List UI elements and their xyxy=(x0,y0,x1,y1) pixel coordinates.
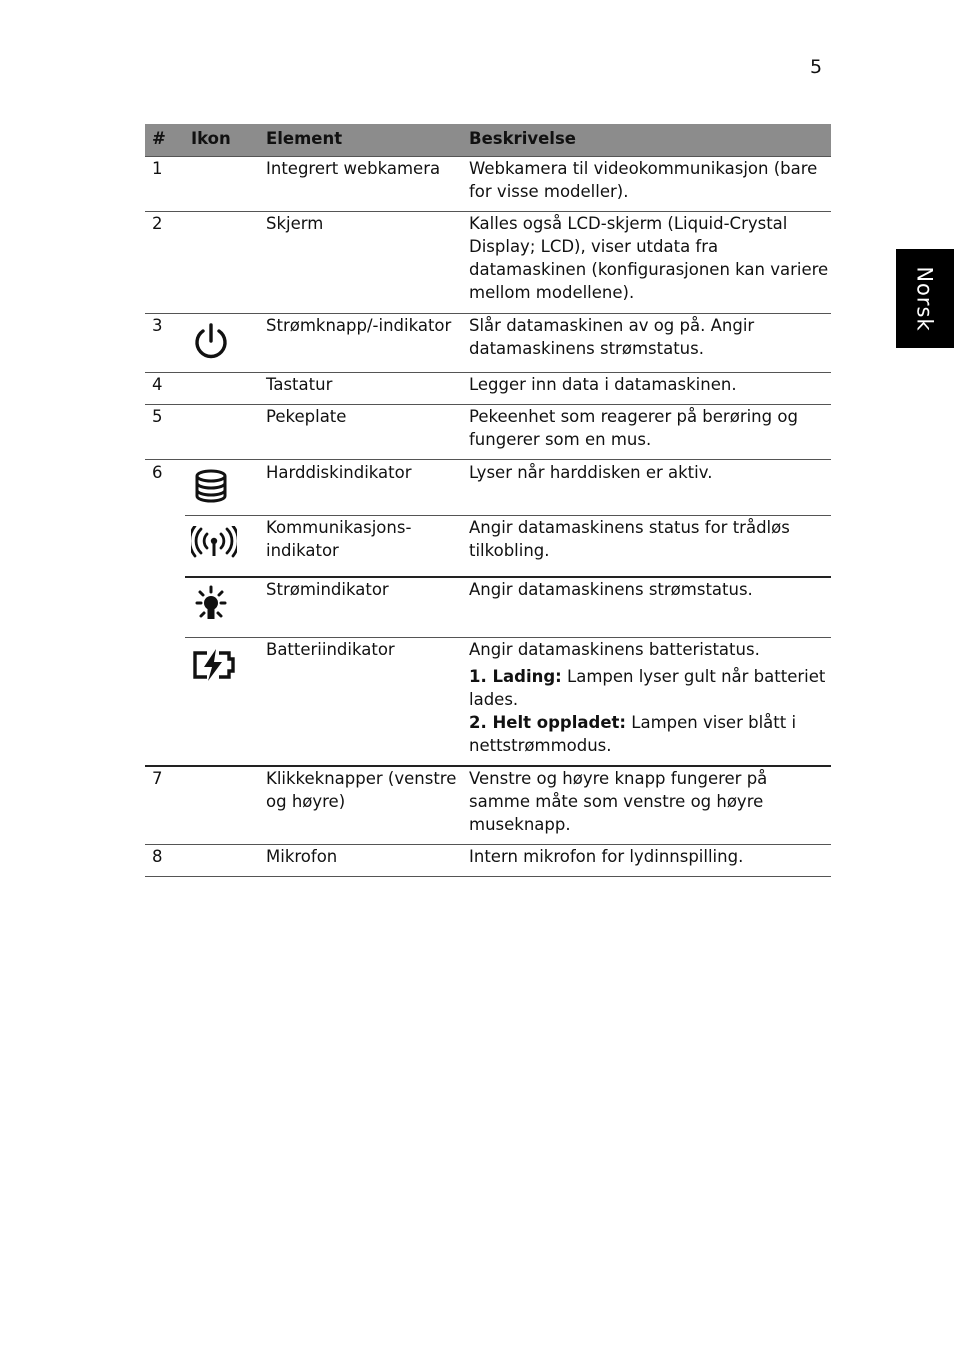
row-6-num: 6 xyxy=(152,463,163,482)
row-3-description: Slår datamaskinen av og på. Angir datamaskinens strømstatus. xyxy=(469,316,755,358)
row-6b-description: Angir datamaskinens status for trådløs tilkobling. xyxy=(469,518,790,560)
row-7-description: Venstre og høyre knapp fungerer på samme måte som venstre og høyre museknapp. xyxy=(469,769,768,834)
battery-description: Angir datamaskinens batteristatus. xyxy=(469,640,760,659)
row-4-description: Legger inn data i datamaskinen. xyxy=(469,375,737,394)
table-bottom-border xyxy=(145,876,831,877)
header-element: Element xyxy=(266,129,343,148)
row-1-num: 1 xyxy=(152,159,163,178)
row-7-num: 7 xyxy=(152,769,163,788)
row-1-element: Integrert webkamera xyxy=(266,159,441,178)
power-icon xyxy=(191,322,231,368)
header-num: # xyxy=(152,129,166,148)
header-description: Beskrivelse xyxy=(469,129,576,148)
row-2-num: 2 xyxy=(152,214,163,233)
row-8-num: 8 xyxy=(152,847,163,866)
row-7-element: Klikkeknapper (venstre og høyre) xyxy=(266,769,457,811)
battery-icon xyxy=(191,648,237,688)
row-8-description: Intern mikrofon for lydinnspilling. xyxy=(469,847,744,866)
row-4-num: 4 xyxy=(152,375,163,394)
battery-item-1-text: Lampen lyser gult når batteriet lades. xyxy=(469,667,826,709)
language-tab-label: Norsk xyxy=(913,265,938,332)
table-header xyxy=(145,124,831,157)
row-6c-description: Angir datamaskinens strømstatus. xyxy=(469,580,753,599)
row-6b-element: Kommunikasjons-indikator xyxy=(266,518,412,560)
battery-item-1-label: 1. Lading: xyxy=(469,667,562,686)
battery-item-2 xyxy=(469,711,831,757)
power-indicator-icon xyxy=(191,585,231,633)
row-4-element: Tastatur xyxy=(266,375,333,394)
row-2-description: Kalles også LCD-skjerm (Liquid-Crystal Display; LCD), viser utdata fra datamaskinen (konfigurasjonen kan variere mellom modellene). xyxy=(469,214,829,302)
row-5-num: 5 xyxy=(152,407,163,426)
row-8-element: Mikrofon xyxy=(266,847,338,866)
page-number: 5 xyxy=(810,56,823,78)
header-icon: Ikon xyxy=(191,129,231,148)
row-5-description: Pekeenhet som reagerer på berøring og fungerer som en mus. xyxy=(469,407,798,449)
row-3-element: Strømknapp/-indikator xyxy=(266,316,452,335)
row-1-description: Webkamera til videokommunikasjon (bare for visse modeller). xyxy=(469,159,818,201)
battery-item-2-text: Lampen viser blått i nettstrømmodus. xyxy=(469,713,797,755)
language-tab xyxy=(896,249,954,348)
battery-item-1 xyxy=(469,665,831,711)
row-5-element: Pekeplate xyxy=(266,407,347,426)
row-6d-description xyxy=(469,638,831,757)
hard-disk-icon xyxy=(191,467,231,513)
row-6-element: Harddiskindikator xyxy=(266,463,412,482)
row-divider xyxy=(145,459,831,460)
row-6c-element: Strømindikator xyxy=(266,580,389,599)
wireless-icon xyxy=(191,526,237,568)
battery-item-2-label: 2. Helt oppladet: xyxy=(469,713,627,732)
row-2-element: Skjerm xyxy=(266,214,324,233)
row-6d-element: Batteriindikator xyxy=(266,640,395,659)
row-3-num: 3 xyxy=(152,316,163,335)
row-6-description: Lyser når harddisken er aktiv. xyxy=(469,463,713,482)
